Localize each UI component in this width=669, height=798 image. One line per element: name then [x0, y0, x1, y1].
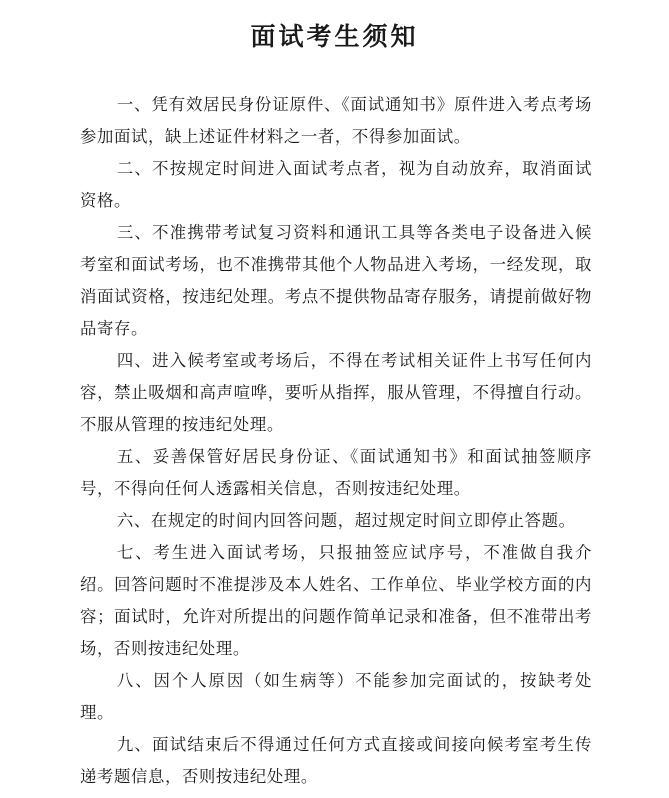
rules-list [80, 89, 592, 793]
rule-9: 九、面试结束后不得通过任何方式直接或间接向候考室考生传递考题信息，否则按违纪处理。 [80, 735, 592, 786]
rule-7: 七、考生进入面试考场，只报抽签应试序号，不准做自我介绍。回答问题时不准提涉及本人姓名、工作单位、毕业学校方面的内容；面试时，允许对所提出的问题作简单记录和准备，但不准带出考场，否则按违纪处理。 [80, 543, 592, 658]
document-title: 面试考生须知 [250, 22, 419, 51]
rule-6: 六、在规定的时间内回答问题，超过规定时间立即停止答题。 [116, 511, 576, 530]
rule-1: 一、凭有效居民身份证原件、《面试通知书》原件进入考点考场参加面试，缺上述证件材料之一者，不得参加面试。 [80, 95, 592, 146]
rule-2: 二、不按规定时间进入面试考点者，视为自动放弃，取消面试资格。 [80, 159, 592, 210]
rule-8: 八、因个人原因（如生病等）不能参加完面试的，按缺考处理。 [80, 671, 592, 722]
rule-4: 四、进入候考室或考场后，不得在考试相关证件上书写任何内容，禁止吸烟和高声喧哗，要听从指挥，服从管理，不得擅自行动。不服从管理的按违纪处理。 [80, 351, 592, 434]
rule-5: 五、妥善保管好居民身份证、《面试通知书》和面试抽签顺序号，不得向任何人透露相关信息，否则按违纪处理。 [80, 447, 592, 498]
rule-3: 三、不准携带考试复习资料和通讯工具等各类电子设备进入候考室和面试考场，也不准携带其他个人物品进入考场，一经发现，取消面试资格，按违纪处理。考点不提供物品寄存服务，请提前做好物品寄存。 [80, 223, 592, 338]
